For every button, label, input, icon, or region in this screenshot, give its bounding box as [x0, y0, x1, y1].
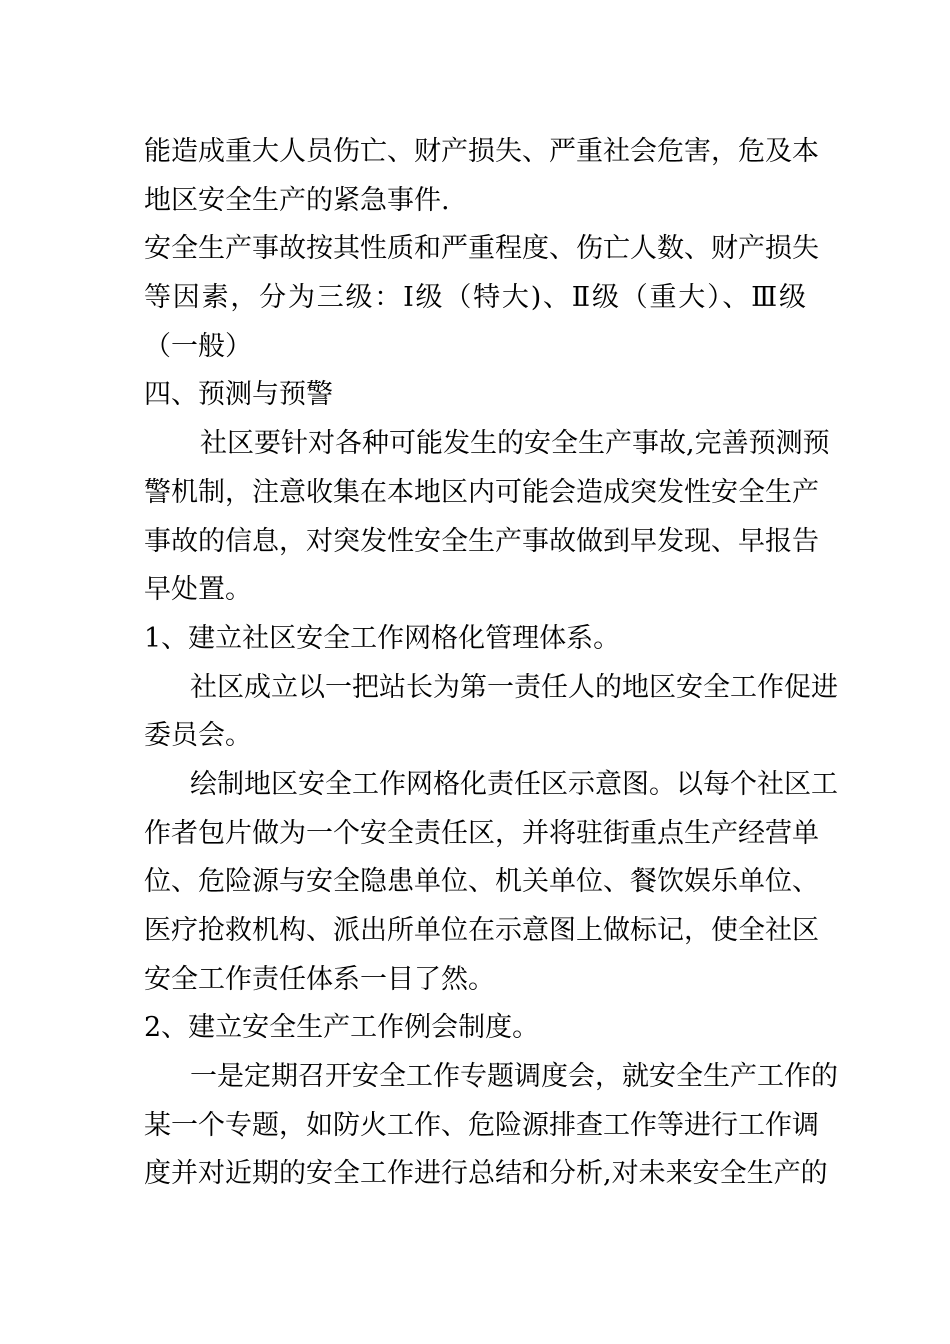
- paragraph-line: 安全工作责任体系一目了然。: [144, 963, 495, 995]
- paragraph-line: 医疗抢救机构、派出所单位在示意图上做标记，使全社区: [144, 915, 819, 946]
- section-heading: 四、预测与预警: [144, 379, 333, 411]
- document-body: [144, 128, 838, 1199]
- paragraph-line: 一是定期召开安全工作专题调度会，就安全生产工作的: [190, 1061, 838, 1093]
- paragraph-line: 社区成立以一把站长为第一责任人的地区安全工作促进: [190, 671, 838, 703]
- paragraph-line: 地区安全生产的紧急事件.: [144, 184, 450, 216]
- paragraph-line: 作者包片做为一个安全责任区，并将驻街重点生产经营单: [144, 817, 819, 849]
- paragraph-line: 社区要针对各种可能发生的安全生产事故,完善预测预: [200, 428, 830, 460]
- paragraph-line: 委员会。: [144, 720, 252, 752]
- paragraph-line: 事故的信息，对突发性安全生产事故做到早发现、早报告: [144, 525, 819, 557]
- paragraph-line: 能造成重大人员伤亡、财产损失、严重社会危害，危及本: [144, 136, 819, 167]
- numbered-heading: 1、建立社区安全工作网格化管理体系。: [144, 622, 621, 654]
- paragraph-line: 警机制，注意收集在本地区内可能会造成突发性安全生产: [144, 476, 819, 508]
- paragraph-line: （一般）: [144, 330, 252, 362]
- paragraph-line: 安全生产事故按其性质和严重程度、伤亡人数、财产损失: [144, 233, 819, 265]
- paragraph-line: 早处置。: [144, 574, 252, 606]
- paragraph-line: 位、危险源与安全隐患单位、机关单位、餐饮娱乐单位、: [144, 866, 819, 898]
- paragraph-line: 绘制地区安全工作网格化责任区示意图。以每个社区工: [190, 768, 838, 800]
- paragraph-line: 等因素，分为三级：Ⅰ级（特大)、Ⅱ级（重大）、Ⅲ级: [144, 282, 806, 314]
- paragraph-line: 某一个专题，如防火工作、危险源排查工作等进行工作调: [144, 1109, 819, 1141]
- numbered-heading: 2、建立安全生产工作例会制度。: [144, 1012, 540, 1044]
- paragraph-line: 度并对近期的安全工作进行总结和分析,对未来安全生产的: [144, 1158, 828, 1190]
